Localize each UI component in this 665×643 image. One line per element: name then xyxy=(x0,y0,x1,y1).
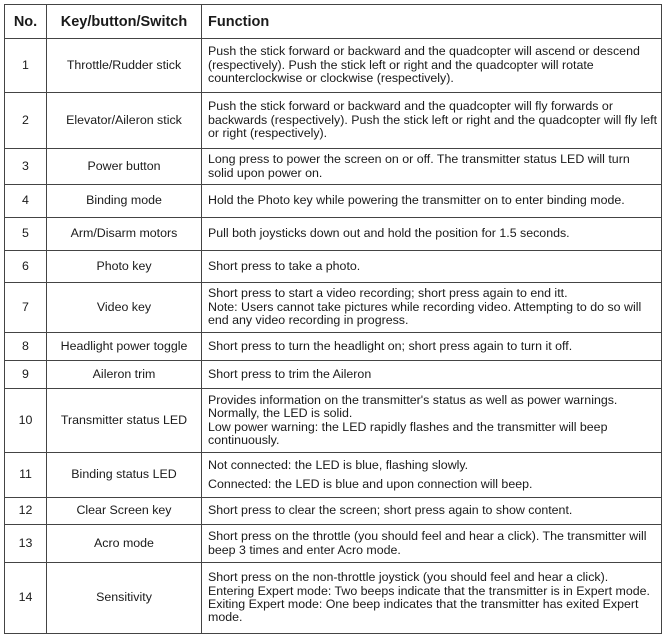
row-number: 13 xyxy=(5,525,47,563)
row-number: 14 xyxy=(5,563,47,634)
row-function xyxy=(202,361,662,389)
row-function xyxy=(202,93,662,149)
header-no: No. xyxy=(5,5,47,39)
table-row xyxy=(5,251,662,283)
row-key: Headlight power toggle xyxy=(47,333,202,361)
function-line: Normally, the LED is solid. xyxy=(208,406,353,421)
row-key: Binding status LED xyxy=(47,453,202,498)
row-number: 9 xyxy=(5,361,47,389)
header-key: Key/button/Switch xyxy=(47,5,202,39)
row-number: 8 xyxy=(5,333,47,361)
function-line: Push the stick forward or backward and the quadcopter will fly forwards or backwards (respectively). Push the stick left or right and the quadcopter will fly left or right (respectively). xyxy=(208,99,658,141)
row-function xyxy=(202,389,662,453)
table-row xyxy=(5,333,662,361)
header-row xyxy=(5,5,662,39)
row-key: Aileron trim xyxy=(47,361,202,389)
row-function xyxy=(202,563,662,634)
table-row xyxy=(5,283,662,333)
row-key: Power button xyxy=(47,149,202,185)
table-row xyxy=(5,453,662,498)
row-function xyxy=(202,149,662,185)
function-line: Provides information on the transmitter's status as well as power warnings. xyxy=(208,392,618,407)
table-row xyxy=(5,39,662,93)
row-number: 4 xyxy=(5,185,47,218)
row-function xyxy=(202,283,662,333)
row-key: Binding mode xyxy=(47,185,202,218)
table-row xyxy=(5,563,662,634)
row-number: 11 xyxy=(5,453,47,498)
function-line: Entering Expert mode: Two beeps indicate that the transmitter is in Expert mode. xyxy=(208,583,650,598)
function-table xyxy=(4,4,662,634)
row-function xyxy=(202,218,662,251)
row-number: 1 xyxy=(5,39,47,93)
row-key: Clear Screen key xyxy=(47,498,202,525)
row-function xyxy=(202,185,662,218)
function-line: Low power warning: the LED rapidly flashes and the transmitter will beep continuously. xyxy=(208,419,608,447)
row-number: 2 xyxy=(5,93,47,149)
function-line: Long press to power the screen on or off. The transmitter status LED will turn solid upon power on. xyxy=(208,152,630,180)
table-row xyxy=(5,498,662,525)
row-function xyxy=(202,39,662,93)
row-number: 5 xyxy=(5,218,47,251)
table-row xyxy=(5,149,662,185)
row-key: Arm/Disarm motors xyxy=(47,218,202,251)
function-line: Not connected: the LED is blue, flashing slowly. xyxy=(208,457,469,472)
table-row xyxy=(5,218,662,251)
table-row xyxy=(5,525,662,563)
row-function xyxy=(202,333,662,361)
function-line: Pull both joysticks down out and hold the position for 1.5 seconds. xyxy=(208,226,570,241)
row-key: Elevator/Aileron stick xyxy=(47,93,202,149)
row-function xyxy=(202,453,662,498)
row-number: 3 xyxy=(5,149,47,185)
row-number: 6 xyxy=(5,251,47,283)
table-row xyxy=(5,389,662,453)
row-function xyxy=(202,498,662,525)
function-line: Exiting Expert mode: One beep indicates that the transmitter has exited Expert mode. xyxy=(208,597,639,625)
function-line: Short press on the non-throttle joystick (you should feel and hear a click). xyxy=(208,570,609,585)
function-line: Short press to trim the Aileron xyxy=(208,366,372,381)
row-key: Video key xyxy=(47,283,202,333)
header-function: Function xyxy=(202,5,662,39)
function-line: Hold the Photo key while powering the transmitter on to enter binding mode. xyxy=(208,193,625,208)
table-row xyxy=(5,93,662,149)
row-function xyxy=(202,251,662,283)
row-number: 10 xyxy=(5,389,47,453)
row-number: 12 xyxy=(5,498,47,525)
function-line: Short press to turn the headlight on; short press again to turn it off. xyxy=(208,338,573,353)
row-function xyxy=(202,525,662,563)
function-line: Short press on the throttle (you should feel and hear a click). The transmitter will beep 3 times and enter Acro mode. xyxy=(208,529,647,557)
function-line: Short press to take a photo. xyxy=(208,258,361,273)
table-row xyxy=(5,185,662,218)
row-key: Sensitivity xyxy=(47,563,202,634)
function-line: Connected: the LED is blue and upon connection will beep. xyxy=(208,477,533,491)
row-number: 7 xyxy=(5,283,47,333)
function-line: Push the stick forward or backward and the quadcopter will ascend or descend (respectively). Push the stick left or right and the quadcopter will rotate counterclockwise or clockwise (respectively). xyxy=(208,44,640,86)
row-key: Photo key xyxy=(47,251,202,283)
function-line: Short press to start a video recording; short press again to end itt. xyxy=(208,286,568,301)
table-row xyxy=(5,361,662,389)
row-key: Throttle/Rudder stick xyxy=(47,39,202,93)
row-key: Transmitter status LED xyxy=(47,389,202,453)
function-line: Short press to clear the screen; short press again to show content. xyxy=(208,503,573,518)
row-key: Acro mode xyxy=(47,525,202,563)
function-line: Note: Users cannot take pictures while recording video. Attempting to do so will end any video recording in progress. xyxy=(208,299,642,328)
